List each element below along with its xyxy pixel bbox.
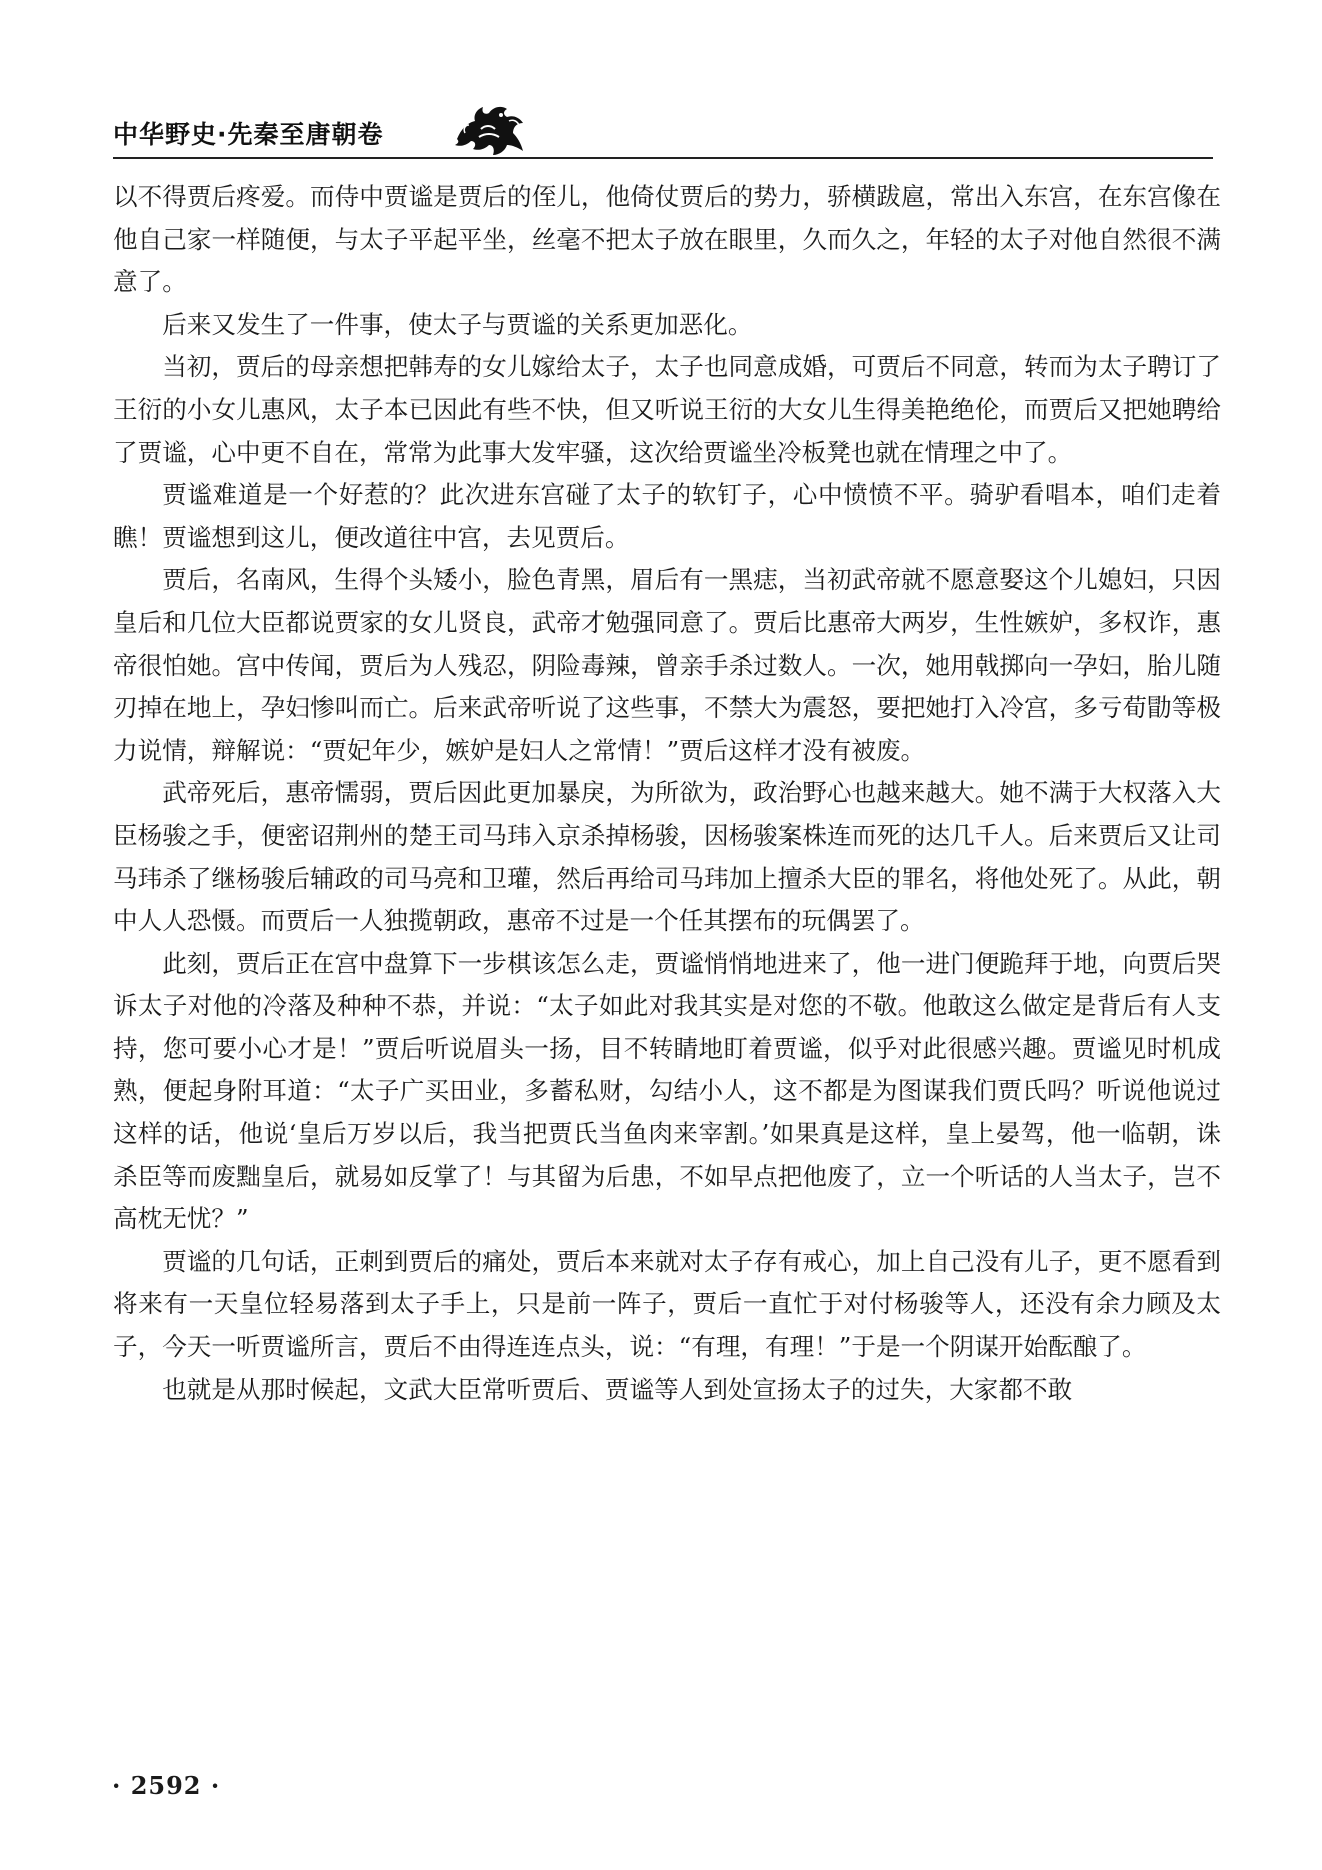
- paragraph: 贾后，名南风，生得个头矮小，脸色青黑，眉后有一黑痣，当初武帝就不愿意娶这个儿媳妇，只因皇后和几位大臣都说贾家的女儿贤良，武帝才勉强同意了。贾后比惠帝大两岁，生性嫉妒，多权诈，惠帝很怕她。宫中传闻，贾后为人残忍，阴险毒辣，曾亲手杀过数人。一次，她用戟掷向一孕妇，胎儿随刃掉在地上，孕妇惨叫而亡。后来武帝听说了这些事，不禁大为震怒，要把她打入冷宫，多亏荀勖等极力说情，辩解说：“贾妃年少，嫉妒是妇人之常情！”贾后这样才没有被废。: [113, 565, 1221, 765]
- paragraph: 后来又发生了一件事，使太子与贾谧的关系更加恶化。: [162, 309, 753, 339]
- paragraph: 也就是从那时候起，文武大臣常听贾后、贾谧等人到处宣扬太子的过失，大家都不敢: [162, 1374, 1073, 1404]
- page-header: [113, 95, 1213, 165]
- page-number: · 2592 ·: [112, 1771, 221, 1800]
- header-divider: [113, 157, 1213, 159]
- paragraph: 以不得贾后疼爱。而侍中贾谧是贾后的侄儿，他倚仗贾后的势力，骄横跋扈，常出入东宫，在东宫像在他自己家一样随便，与太子平起平坐，丝毫不把太子放在眼里，久而久之，年轻的太子对他自然很不满意了。: [113, 182, 1221, 297]
- paragraph: 当初，贾后的母亲想把韩寿的女儿嫁给太子，太子也同意成婚，可贾后不同意，转而为太子聘订了王衍的小女儿惠风，太子本已因此有些不快，但又听说王衍的大女儿生得美艳绝伦，而贾后又把她聘给了贾谧，心中更不自在，常常为此事大发牢骚，这次给贾谧坐冷板凳也就在情理之中了。: [113, 352, 1221, 467]
- paragraph: 贾谧难道是一个好惹的？此次进东宫碰了太子的软钉子，心中愤愤不平。骑驴看唱本，咱们走着瞧！贾谧想到这儿，便改道往中宫，去见贾后。: [113, 480, 1221, 552]
- paragraph: 贾谧的几句话，正刺到贾后的痛处，贾后本来就对太子存有戒心，加上自己没有儿子，更不愿看到将来有一天皇位轻易落到太子手上，只是前一阵子，贾后一直忙于对付杨骏等人，还没有余力顾及太子，今天一听贾谧所言，贾后不由得连连点头，说：“有理，有理！”于是一个阴谋开始酝酿了。: [113, 1246, 1221, 1362]
- body-text: [113, 176, 1221, 1411]
- paragraph: 此刻，贾后正在宫中盘算下一步棋该怎么走，贾谧悄悄地进来了，他一进门便跪拜于地，向贾后哭诉太子对他的冷落及种种不恭，并说：“太子如此对我其实是对您的不敬。他敢这么做定是背后有人支持，您可要小心才是！”贾后听说眉头一扬，目不转睛地盯着贾谧，似乎对此很感兴趣。贾谧见时机成熟，便起身附耳道：“太子广买田业，多蓄私财，勾结小人，这不都是为图谋我们贾氏吗？听说他说过这样的话，他说‘皇后万岁以后，我当把贾氏当鱼肉来宰割。’如果真是这样，皇上晏驾，他一临朝，诛杀臣等而废黜皇后，就易如反掌了！与其留为后患，不如早点把他废了，立一个听话的人当太子，岂不高枕无忧？”: [113, 948, 1221, 1234]
- paragraph: 武帝死后，惠帝懦弱，贾后因此更加暴戾，为所欲为，政治野心也越来越大。她不满于大权落入大臣杨骏之手，便密诏荆州的楚王司马玮入京杀掉杨骏，因杨骏案株连而死的达几千人。后来贾后又让司马玮杀了继杨骏后辅政的司马亮和卫瓘，然后再给司马玮加上擅杀大臣的罪名，将他处死了。从此，朝中人人恐慑。而贾后一人独揽朝政，惠帝不过是一个任其摆布的玩偶罢了。: [113, 778, 1221, 936]
- book-title: 中华野史·先秦至唐朝卷: [113, 120, 384, 149]
- dragon-emblem-icon: [451, 99, 529, 157]
